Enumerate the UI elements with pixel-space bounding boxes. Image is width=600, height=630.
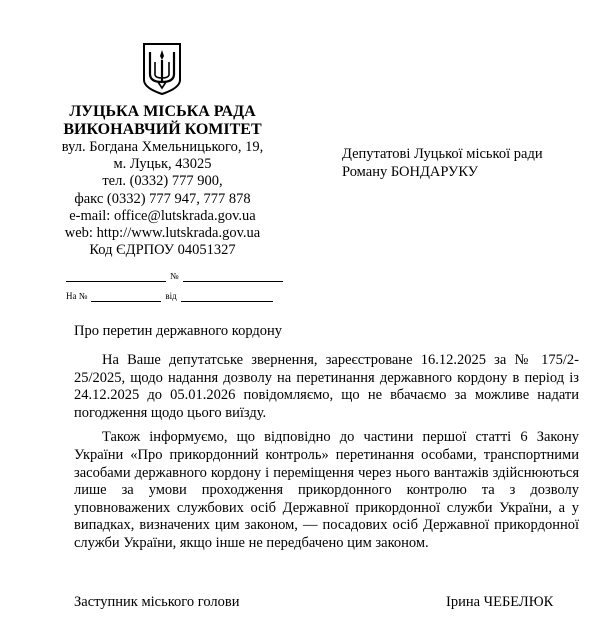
body-paragraph-1: На Ваше депутатське звернення, зареєстроване 16.12.2025 за № 175/2-25/2025, щодо надання дозволу на перетинання державного кордону в період із 24.12.2025 до 05.01.2026 повідомляємо, що не вбачаємо за можливе надати погодження щодо цього виїзду. xyxy=(74,352,579,421)
body-paragraph-2: Також інформуємо, що відповідно до частини першої статті 6 Закону України «Про прикордонний контроль» перетинання особами, транспортними засобами державного кордону і переміщення через нього вантажів здійснюються лише за умови проходження прикордонного контролю та з дозволу уповноважених службових осіб Державної прикордонної служби України, а у випадках, визначених цим законом, — посадових осіб Державної прикордонної служби України, якщо інше не передбачено цим законом. xyxy=(74,429,579,551)
letter-body xyxy=(74,352,579,560)
reply-date-blank xyxy=(181,291,273,302)
from-label: від xyxy=(165,291,177,301)
in-reply-label: На № xyxy=(66,291,88,301)
recipient-line1: Депутатові Луцької міської ради xyxy=(342,146,543,162)
number-blank xyxy=(183,271,283,282)
ukraine-trident-emblem-icon xyxy=(142,42,182,96)
letterhead xyxy=(40,103,285,259)
edrpou-code: Код ЄДРПОУ 04051327 xyxy=(89,242,236,259)
org-name-line1: ЛУЦЬКА МІСЬКА РАДА xyxy=(69,103,256,120)
email: e-mail: office@lutskrada.gov.ua xyxy=(69,207,256,224)
signatory-position: Заступник міського голови xyxy=(74,594,240,610)
signatory-name: Ірина ЧЕБЕЛЮК xyxy=(446,594,554,610)
reply-number-blank xyxy=(91,291,161,302)
website: web: http://www.lutskrada.gov.ua xyxy=(64,225,261,242)
recipient-block xyxy=(342,146,582,181)
fax: факс (0332) 777 947, 777 878 xyxy=(74,190,251,207)
subject-line: Про перетин державного кордону xyxy=(74,323,283,339)
org-name-line2: ВИКОНАВЧИЙ КОМІТЕТ xyxy=(63,121,262,138)
outgoing-number-row xyxy=(66,262,286,282)
registration-block xyxy=(66,262,286,302)
in-reply-row xyxy=(66,282,286,302)
date-blank xyxy=(66,271,166,282)
address-line1: вул. Богдана Хмельницького, 19, xyxy=(61,139,264,155)
number-sign: № xyxy=(170,271,179,281)
address-line2: м. Луцьк, 43025 xyxy=(113,156,212,173)
recipient-line2: Роману БОНДАРУКУ xyxy=(342,163,478,180)
phone: тел. (0332) 777 900, xyxy=(102,173,223,190)
